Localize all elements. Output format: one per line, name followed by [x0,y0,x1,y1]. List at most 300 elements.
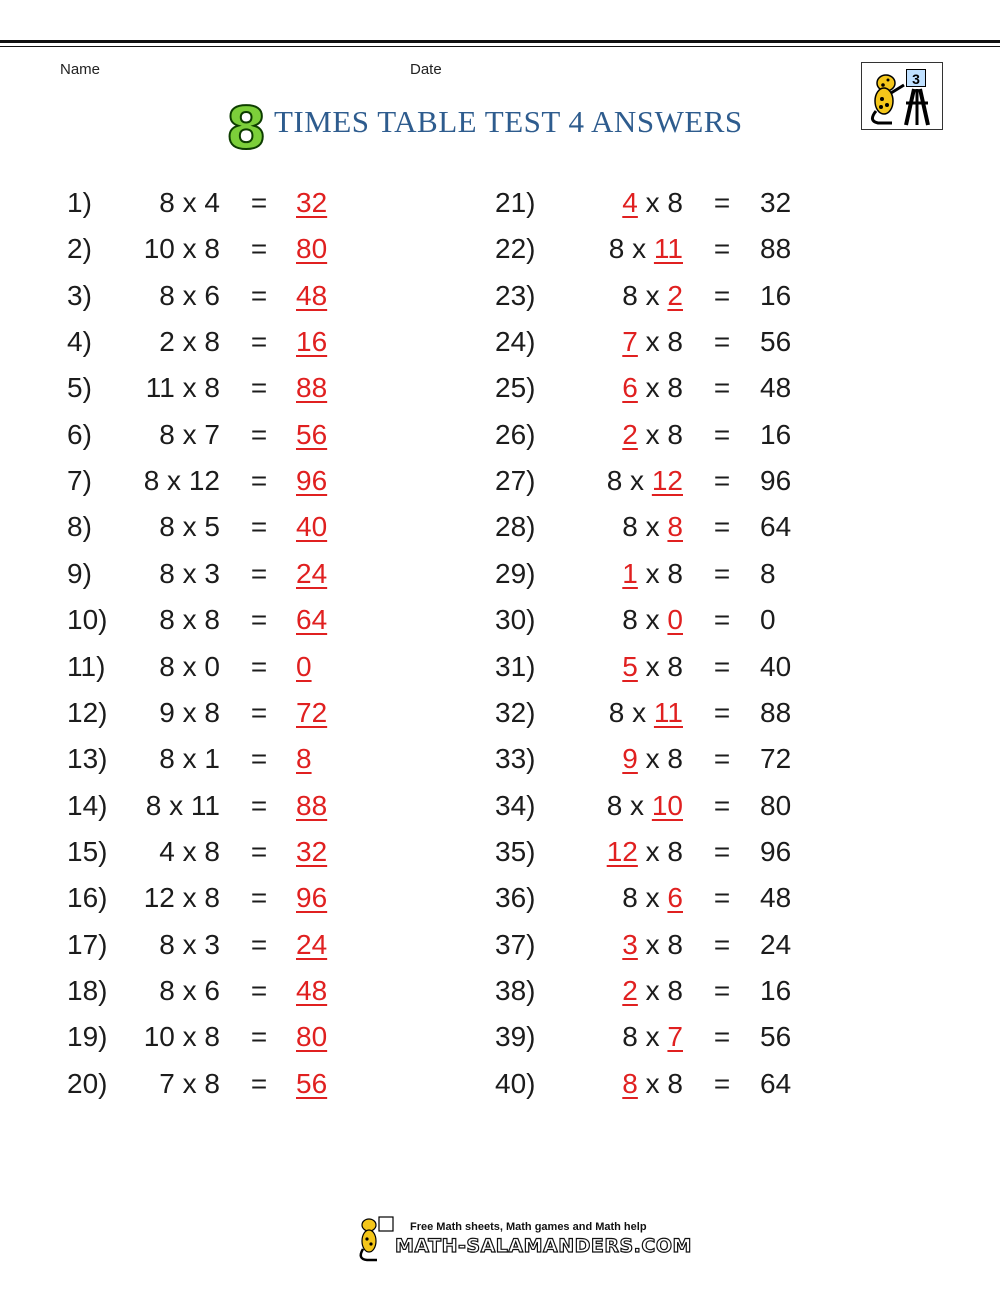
equals-symbol: = [713,372,731,404]
factor-b: 8 [667,650,683,682]
multiplication-expression [622,276,683,316]
question-row [67,786,447,826]
factor-a: 8 [622,1067,638,1099]
question-row [495,415,875,455]
times-symbol: x [174,557,205,589]
question-row [495,1064,875,1104]
factor-b: 8 [204,835,220,867]
factor-a: 2 [159,326,175,358]
question-row [67,415,447,455]
question-row [67,832,447,872]
times-symbol: x [174,696,205,728]
factor-a: 8 [159,743,175,775]
multiplication-expression [159,276,220,316]
times-symbol: x [637,1021,668,1053]
date-label: Date [410,61,442,78]
factor-b: 2 [667,279,683,311]
footer-logo [355,1213,692,1263]
multiplication-expression [146,786,220,826]
times-symbol: x [174,1021,205,1053]
times-symbol: x [637,928,668,960]
times-symbol: x [637,326,668,358]
multiplication-expression [159,832,220,872]
product-answer: 48 [296,974,328,1006]
equals-symbol: = [713,743,731,775]
factor-a: 8 [145,789,162,821]
question-row [67,183,447,223]
product-answer: 8 [296,743,312,775]
question-number: 17) [67,928,108,960]
multiplication-expression [622,600,683,640]
times-symbol: x [174,974,205,1006]
times-symbol: x [174,928,205,960]
question-number: 20) [67,1067,108,1099]
product-answer: 72 [760,743,792,775]
times-symbol: x [174,279,205,311]
factor-a: 2 [622,974,638,1006]
question-row [67,693,447,733]
equals-symbol: = [250,557,268,589]
multiplication-expression [159,693,220,733]
factor-a: 8 [622,882,638,914]
equals-symbol: = [713,418,731,450]
factor-b: 12 [651,465,683,497]
product-answer: 24 [296,557,328,589]
factor-b: 8 [667,372,683,404]
question-number: 22) [495,233,536,265]
question-row [495,971,875,1011]
product-answer: 16 [760,974,792,1006]
times-symbol: x [174,604,205,636]
times-symbol: x [174,326,205,358]
factor-a: 8 [622,279,638,311]
multiplication-expression [159,183,220,223]
equals-symbol: = [713,835,731,867]
factor-a: 8 [159,557,175,589]
factor-a: 1 [622,557,638,589]
multiplication-expression [609,693,683,733]
times-symbol: x [637,743,668,775]
multiplication-expression [159,971,220,1011]
times-symbol: x [637,974,668,1006]
equals-symbol: = [713,882,731,914]
product-answer: 72 [296,696,328,728]
factor-b: 8 [667,928,683,960]
question-number: 34) [495,789,536,821]
question-number: 23) [495,279,536,311]
factor-a: 6 [622,372,638,404]
factor-b: 8 [667,418,683,450]
question-number: 9) [67,557,92,589]
times-symbol: x [174,882,205,914]
question-row [67,647,447,687]
times-symbol: x [174,835,205,867]
equals-symbol: = [250,835,268,867]
equals-symbol: = [250,882,268,914]
equals-symbol: = [250,743,268,775]
factor-b: 1 [204,743,220,775]
product-answer: 24 [296,928,328,960]
multiplication-expression [159,739,220,779]
question-number: 26) [495,418,536,450]
factor-a: 8 [606,465,623,497]
multiplication-expression [622,554,683,594]
equals-symbol: = [250,511,268,543]
question-row [67,322,447,362]
factor-a: 7 [159,1067,175,1099]
factor-b: 8 [667,1067,683,1099]
times-symbol: x [174,372,205,404]
equals-symbol: = [250,418,268,450]
times-symbol: x [637,882,668,914]
product-answer: 96 [760,835,792,867]
times-symbol: x [637,835,668,867]
factor-a: 8 [159,974,175,1006]
product-answer: 16 [296,326,328,358]
question-row [67,1064,447,1104]
equals-symbol: = [713,187,731,218]
product-answer: 96 [296,465,328,497]
question-row [495,1017,875,1057]
question-row [495,461,875,501]
multiplication-expression [609,229,683,269]
question-number: 28) [495,511,536,543]
factor-a: 8 [159,511,175,543]
question-row [495,832,875,872]
question-row [67,461,447,501]
equals-symbol: = [250,974,268,1006]
equals-symbol: = [250,326,268,358]
factor-b: 3 [204,557,220,589]
equals-symbol: = [250,465,268,497]
times-symbol: x [161,789,191,821]
factor-b: 7 [204,418,220,450]
product-answer: 64 [296,604,328,636]
equals-symbol: = [250,233,268,265]
question-row [495,507,875,547]
factor-a: 7 [622,326,638,358]
product-answer: 0 [760,604,776,636]
multiplication-expression [622,183,683,223]
equals-symbol: = [250,928,268,960]
product-answer: 80 [296,1021,328,1053]
product-answer: 32 [296,187,328,218]
times-symbol: x [174,511,205,543]
multiplication-expression [622,925,683,965]
product-answer: 8 [760,557,776,589]
product-answer: 64 [760,511,792,543]
question-number: 35) [495,835,536,867]
factor-b: 8 [204,233,220,265]
multiplication-expression [622,878,683,918]
product-answer: 48 [760,882,792,914]
question-number: 18) [67,974,108,1006]
multiplication-expression [144,229,220,269]
product-answer: 80 [296,233,328,265]
question-row [67,276,447,316]
multiplication-expression [146,368,220,408]
equals-symbol: = [713,233,731,265]
times-symbol: x [174,650,205,682]
factor-b: 3 [204,928,220,960]
factor-b: 8 [204,372,220,404]
times-symbol: x [174,233,205,265]
question-row [495,786,875,826]
question-number: 32) [495,696,536,728]
question-row [495,647,875,687]
question-number: 15) [67,835,108,867]
question-row [67,368,447,408]
footer-site-name: MATH-SALAMANDERS.COM [395,1235,692,1257]
footer-salamander-icon [355,1213,395,1263]
top-rule-thin [0,46,1000,47]
factor-b: 8 [667,557,683,589]
factor-b: 8 [204,1067,220,1099]
multiplication-expression [622,1017,683,1057]
title-digit: 8 [226,94,267,162]
product-answer: 56 [760,326,792,358]
multiplication-expression [159,925,220,965]
equals-symbol: = [713,1021,731,1053]
factor-b: 8 [667,743,683,775]
question-row [67,507,447,547]
factor-b: 8 [667,511,683,543]
factor-a: 12 [606,835,638,867]
question-row [67,971,447,1011]
equals-symbol: = [713,1067,731,1099]
equals-symbol: = [250,279,268,311]
equals-symbol: = [250,789,268,821]
multiplication-expression [159,322,220,362]
question-number: 10) [67,604,108,636]
multiplication-expression [159,600,220,640]
factor-b: 8 [667,974,683,1006]
question-number: 4) [67,326,92,358]
question-row [67,878,447,918]
factor-b: 8 [204,326,220,358]
equals-symbol: = [713,974,731,1006]
factor-b: 11 [653,233,683,265]
factor-a: 8 [159,928,175,960]
question-number: 5) [67,372,92,404]
factor-a: 10 [143,1021,175,1053]
question-number: 2) [67,233,92,265]
equals-symbol: = [713,326,731,358]
factor-b: 5 [204,511,220,543]
question-number: 25) [495,372,536,404]
equals-symbol: = [713,650,731,682]
equals-symbol: = [250,604,268,636]
factor-b: 6 [204,974,220,1006]
multiplication-expression [159,415,220,455]
product-answer: 16 [760,279,792,311]
factor-b: 8 [667,187,683,218]
factor-a: 4 [622,187,638,218]
times-symbol: x [637,604,668,636]
product-answer: 32 [760,187,792,218]
question-row [67,739,447,779]
question-row [495,878,875,918]
equals-symbol: = [250,1067,268,1099]
question-number: 13) [67,743,108,775]
product-answer: 88 [296,372,328,404]
question-row [495,554,875,594]
question-row [495,600,875,640]
times-symbol: x [622,789,652,821]
factor-a: 8 [143,465,160,497]
times-symbol: x [637,511,668,543]
question-number: 12) [67,696,108,728]
multiplication-expression [622,415,683,455]
times-symbol: x [174,187,205,218]
factor-a: 8 [159,187,175,218]
product-answer: 16 [760,418,792,450]
question-row [495,739,875,779]
question-number: 1) [67,187,92,218]
multiplication-expression [622,507,683,547]
product-answer: 56 [296,418,328,450]
equals-symbol: = [713,279,731,311]
factor-b: 6 [204,279,220,311]
question-row [495,276,875,316]
product-answer: 24 [760,928,792,960]
question-number: 33) [495,743,536,775]
product-answer: 88 [760,696,792,728]
product-answer: 48 [760,372,792,404]
factor-a: 8 [622,1021,638,1053]
grade-number: 3 [906,69,926,87]
product-answer: 56 [760,1021,792,1053]
factor-a: 5 [622,650,638,682]
question-number: 3) [67,279,92,311]
multiplication-expression [144,1017,220,1057]
product-answer: 40 [296,511,328,543]
factor-b: 8 [204,696,220,728]
factor-b: 11 [653,696,683,728]
question-number: 11) [67,650,106,682]
multiplication-expression [622,1064,683,1104]
times-symbol: x [637,372,668,404]
factor-b: 8 [204,882,220,914]
question-row [67,229,447,269]
question-row [495,368,875,408]
question-number: 36) [495,882,536,914]
multiplication-expression [622,739,683,779]
factor-a: 8 [159,650,175,682]
times-symbol: x [624,233,654,265]
factor-b: 11 [190,789,220,821]
factor-b: 8 [204,604,220,636]
equals-symbol: = [713,928,731,960]
times-symbol: x [637,418,668,450]
question-row [495,925,875,965]
factor-a: 8 [608,233,625,265]
question-number: 6) [67,418,92,450]
factor-b: 8 [667,326,683,358]
question-number: 39) [495,1021,536,1053]
times-symbol: x [637,557,668,589]
factor-a: 11 [145,372,175,404]
times-symbol: x [159,465,189,497]
footer-tagline: Free Math sheets, Math games and Math help [410,1221,647,1233]
factor-b: 4 [204,187,220,218]
times-symbol: x [637,1067,668,1099]
factor-b: 7 [667,1021,683,1053]
times-symbol: x [637,279,668,311]
question-row [495,229,875,269]
product-answer: 88 [760,233,792,265]
factor-a: 4 [159,835,175,867]
product-answer: 48 [296,279,328,311]
multiplication-expression [607,786,683,826]
times-symbol: x [624,696,654,728]
product-answer: 64 [760,1067,792,1099]
factor-b: 0 [204,650,220,682]
question-row [67,925,447,965]
product-answer: 96 [760,465,792,497]
question-number: 30) [495,604,536,636]
question-number: 14) [67,789,108,821]
multiplication-expression [144,461,220,501]
product-answer: 88 [296,789,328,821]
question-number: 29) [495,557,536,589]
factor-a: 3 [622,928,638,960]
product-answer: 40 [760,650,792,682]
question-number: 40) [495,1067,536,1099]
question-number: 31) [495,650,536,682]
times-symbol: x [622,465,652,497]
multiplication-expression [159,554,220,594]
question-number: 38) [495,974,536,1006]
product-answer: 0 [296,650,312,682]
question-number: 21) [495,187,536,218]
equals-symbol: = [250,187,268,218]
factor-a: 9 [159,696,175,728]
factor-b: 0 [667,604,683,636]
factor-a: 8 [606,789,623,821]
factor-a: 9 [622,743,638,775]
factor-a: 8 [159,279,175,311]
factor-a: 8 [608,696,625,728]
grade-badge [861,62,943,130]
factor-b: 12 [188,465,220,497]
multiplication-expression [159,647,220,687]
equals-symbol: = [250,372,268,404]
times-symbol: x [637,650,668,682]
product-answer: 96 [296,882,328,914]
question-row [495,693,875,733]
equals-symbol: = [713,557,731,589]
factor-a: 8 [159,604,175,636]
factor-b: 6 [667,882,683,914]
question-number: 27) [495,465,536,497]
equals-symbol: = [713,511,731,543]
question-number: 24) [495,326,536,358]
multiplication-expression [622,322,683,362]
question-row [67,1017,447,1057]
product-answer: 80 [760,789,792,821]
multiplication-expression [159,1064,220,1104]
multiplication-expression [607,832,683,872]
equals-symbol: = [713,604,731,636]
page-title: TIMES TABLE TEST 4 ANSWERS [274,104,743,139]
name-label: Name [60,61,101,78]
equals-symbol: = [713,789,731,821]
multiplication-expression [622,971,683,1011]
equals-symbol: = [250,1021,268,1053]
multiplication-expression [144,878,220,918]
equals-symbol: = [713,465,731,497]
